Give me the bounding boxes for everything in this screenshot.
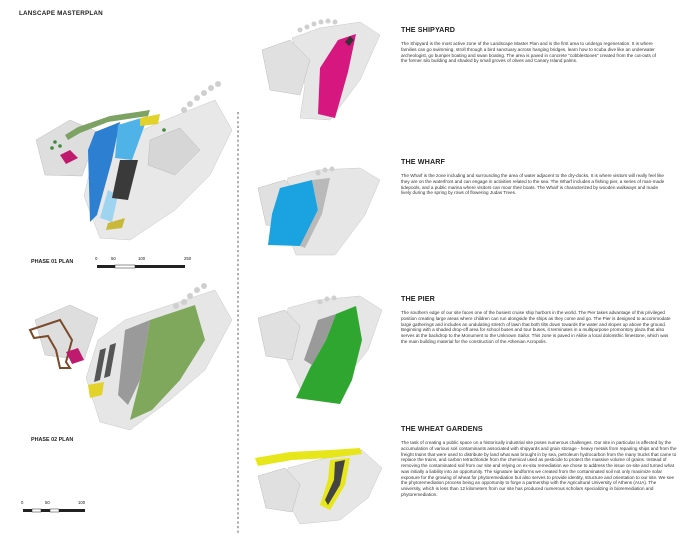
scale-tick-label: 0 bbox=[21, 500, 24, 505]
section-title-shipyard: THE SHIPYARD bbox=[401, 25, 456, 34]
scale-tick-label: 50 bbox=[45, 500, 50, 505]
page-title: LANSCAPE MASTERPLAN bbox=[19, 10, 103, 17]
section-title-wharf: THE WHARF bbox=[401, 157, 446, 166]
section-title-pier: THE PIER bbox=[401, 294, 435, 303]
scale-tick-label: 50 bbox=[111, 256, 116, 261]
section-body-shipyard: The Shipyard is the most active zone of the Landscape Master Plan and is the first area to undergo regeneration. It is where families can go swimming, stroll through a bird sanctuary across hanging bridges, learn how to scuba dive like an underwater archeologist, go bumper boating and swan boating. The area is paved in concrete "cobblestones" created from the cut-outs of the former silo building and shaded by small groves of olives and Canary Island palms. bbox=[401, 41, 656, 64]
scale-tick-label: 0 bbox=[95, 256, 98, 261]
section-body-wheat-gardens: The task of creating a public space on a historically industrial site poses numerous challenges. Our site in particular is affected by the accumulation of various soil contaminants associated with shipyards and grain storage - heavy metals from repairing ships and from the freight trains that were used to distribute by land what was brought in by sea, petroleum hydrocarbon from the many trucks that came to replace the trains, and carbon tetrachloride from the chemical used as pesticide to protect the massive volume of grains. Instead of removing the contaminated soil from our site and relying on ex-situ remediation we chose to address the issue on-site and turned what was initially a liability into an opportunity. The signature landforms we created from the contaminated soil not only maximize solar exposure for the growing of wheat for phytoremediation but also serves to provide identity, structure and orientation to our site. We see the phytoremediation process being an opportunity to forge a partnership with the Agricultural University of Athens (AUA). The university, which is less than 12 kilometers from our site has produced numerous scholars specializing in bioremediation and phytoremediation. bbox=[401, 440, 677, 497]
section-title-wheat-gardens: THE WHEAT GARDENS bbox=[401, 424, 483, 433]
section-body-wharf: The Wharf is the zone including and surrounding the area of water adjacent to the dry-docks. It is where visitors will really feel like they are on the waterfront and can engage in activities related to the sea. The Wharf includes a fishing pier, a series of man-made tidepools, and a public marina where visitors can moor their boats. The Wharf is characterized by wooden walkways and made lively during the spring by rows of flowering Judas Trees. bbox=[401, 173, 665, 196]
section-body-pier: The southern edge of our site faces one of the busiest cruise ship harbors in the world. The Pier takes advantage of this privileged position creating large areas where children can run alongside the ships as they come and go. The Pier is designed to accommodate large gatherings and includes an undulating stretch of lawn that both tilts down towards the water and slopes up above the ground. Beginning with a shaded drop-off area for school buses and tour buses, it terminates in a multipurpose promontory plaza that also serves at the backdrop to the Monument to the Unknown Sailor. This zone is paved in Akitie a local dolomithic limestone, which was the main building material for the construction of the Athenian Acropolis. bbox=[401, 310, 671, 344]
scale-tick-label: 100 bbox=[138, 256, 146, 261]
scale-tick-label: 100 bbox=[78, 500, 86, 505]
scale-tick-label: 250 bbox=[184, 256, 192, 261]
phase-02-label: PHASE 02 PLAN bbox=[31, 437, 74, 443]
phase-01-label: PHASE 01 PLAN bbox=[31, 259, 74, 265]
